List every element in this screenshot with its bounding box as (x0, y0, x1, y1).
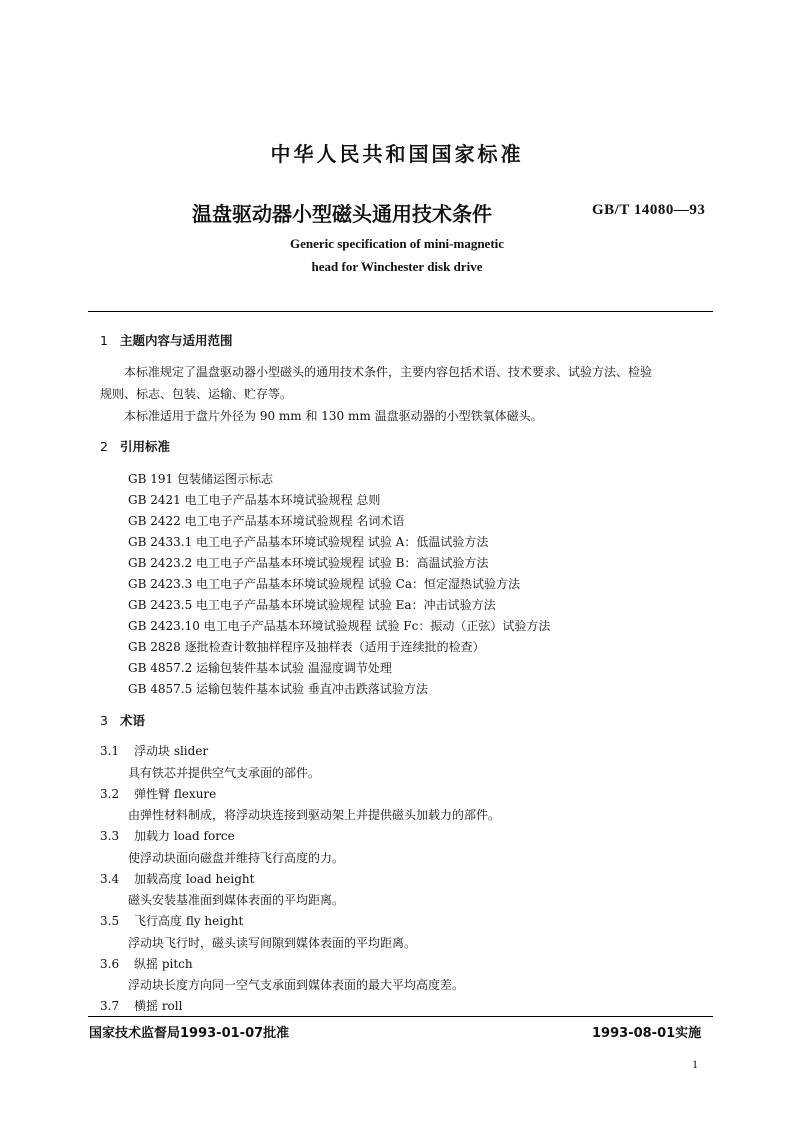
term-number: 3.6 (100, 957, 120, 971)
term-number: 3.3 (100, 829, 120, 843)
implementation-date: 1993-08-01实施 (592, 1026, 702, 1041)
term-number: 3.7 (100, 999, 120, 1013)
section-1-number: 1 (100, 333, 108, 348)
term-heading (100, 742, 208, 759)
reference-item: GB 2423.5 电工电子产品基本环境试验规程 试验 Ea：冲击试验方法 (128, 598, 496, 612)
term-name: 纵摇 pitch (134, 957, 193, 971)
reference-item: GB 2422 电工电子产品基本环境试验规程 名词术语 (128, 514, 405, 528)
reference-item: GB 2828 逐批检查计数抽样程序及抽样表（适用于连续批的检查） (128, 640, 485, 654)
document-title-cn: 温盘驱动器小型磁头通用技术条件 (192, 202, 492, 226)
page-number: 1 (692, 1057, 698, 1071)
standard-number: GB/T 14080—93 (592, 202, 706, 218)
national-standard-heading: 中华人民共和国国家标准 (270, 142, 524, 166)
section-2-heading (100, 437, 170, 455)
document-title-en-line2: head for Winchester disk drive (311, 259, 483, 274)
term-number: 3.4 (100, 872, 120, 886)
term-name: 横摇 roll (134, 999, 183, 1013)
section-1-title: 主题内容与适用范围 (120, 333, 233, 348)
term-name: 浮动块 slider (134, 744, 209, 758)
reference-item: GB 191 包装储运图示标志 (128, 472, 273, 486)
section-1-para2: 本标准适用于盘片外径为 90 mm 和 130 mm 温盘驱动器的小型铁氧体磁头。 (124, 409, 543, 423)
reference-item: GB 2421 电工电子产品基本环境试验规程 总则 (128, 493, 381, 507)
section-1-para1-line1: 本标准规定了温盘驱动器小型磁头的通用技术条件，主要内容包括术语、技术要求、试验方法、检验 (124, 365, 653, 379)
term-name: 弹性臂 flexure (134, 787, 217, 801)
term-number: 3.5 (100, 914, 120, 928)
term-definition: 浮动块飞行时，磁头读写间隙到媒体表面的平均距离。 (128, 936, 417, 950)
section-3-title: 术语 (120, 713, 146, 728)
section-2-title: 引用标准 (120, 439, 171, 454)
approval-statement: 国家技术监督局1993-01-07批准 (89, 1026, 290, 1041)
reference-item: GB 4857.2 运输包装件基本试验 温湿度调节处理 (128, 661, 392, 675)
document-title-en-line1: Generic specification of mini-magnetic (289, 236, 505, 251)
term-heading (100, 827, 235, 844)
term-number: 3.1 (100, 744, 120, 758)
term-name: 加载高度 load height (134, 872, 255, 886)
section-3-number: 3 (100, 713, 108, 728)
header-divider (88, 311, 713, 312)
reference-item: GB 2423.3 电工电子产品基本环境试验规程 试验 Ca：恒定湿热试验方法 (128, 577, 520, 591)
term-heading (100, 997, 182, 1014)
reference-item: GB 2433.1 电工电子产品基本环境试验规程 试验 A：低温试验方法 (128, 535, 489, 549)
term-definition: 浮动块长度方向同一空气支承面到媒体表面的最大平均高度差。 (128, 978, 465, 992)
term-definition: 磁头安装基准面到媒体表面的平均距离。 (128, 893, 345, 907)
reference-item: GB 2423.2 电工电子产品基本环境试验规程 试验 B：高温试验方法 (128, 556, 489, 570)
term-definition: 具有铁芯并提供空气支承面的部件。 (128, 766, 321, 780)
reference-item: GB 4857.5 运输包装件基本试验 垂直冲击跌落试验方法 (128, 682, 428, 696)
footer-divider (88, 1016, 713, 1017)
section-3-heading (100, 711, 145, 729)
term-number: 3.2 (100, 787, 120, 801)
term-heading (100, 912, 243, 929)
term-definition: 由弹性材料制成，将浮动块连接到驱动架上并提供磁头加载力的部件。 (128, 808, 501, 822)
term-heading (100, 785, 216, 802)
section-1-heading (100, 331, 233, 349)
reference-item: GB 2423.10 电工电子产品基本环境试验规程 试验 Fc：振动（正弦）试验方法 (128, 619, 551, 633)
term-heading (100, 955, 193, 972)
section-1-para1-line2: 规则、标志、包装、运输、贮存等。 (100, 387, 293, 401)
section-2-number: 2 (100, 439, 108, 454)
term-name: 飞行高度 fly height (134, 914, 244, 928)
term-heading (100, 870, 254, 887)
term-definition: 使浮动块面向磁盘并维持飞行高度的力。 (128, 851, 345, 865)
term-name: 加载力 load force (134, 829, 235, 843)
